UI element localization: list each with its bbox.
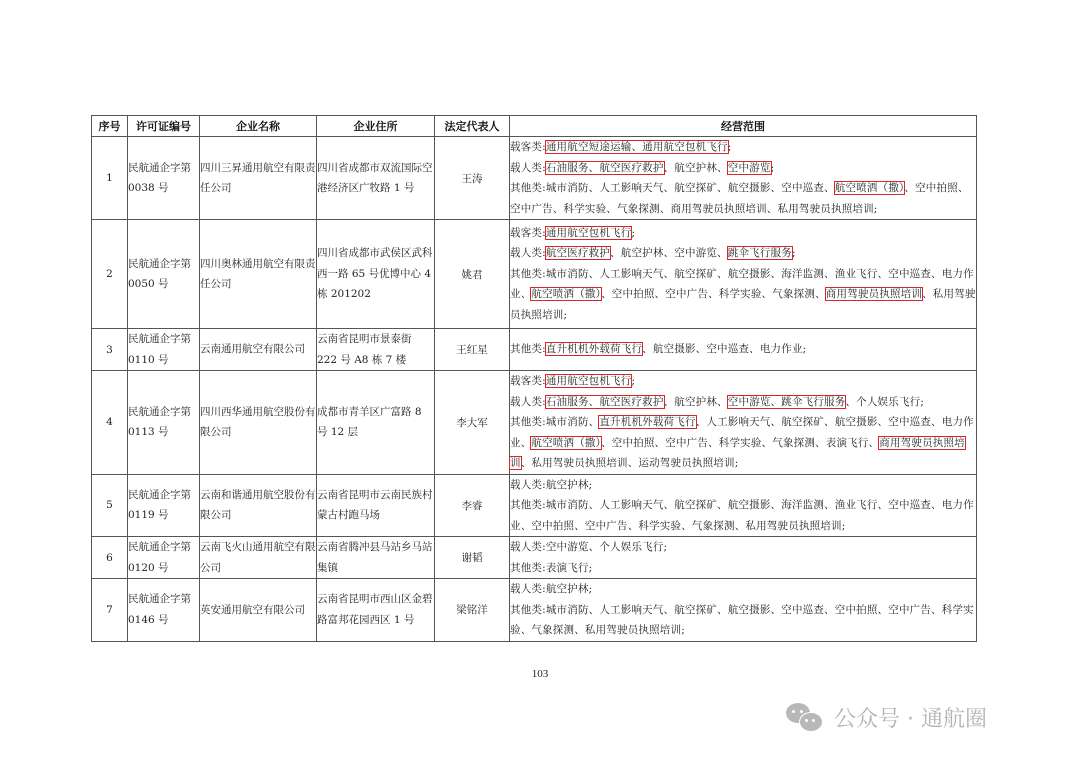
scope-item: 航空护林; <box>545 583 593 595</box>
row-no: 7 <box>92 579 128 642</box>
scope-item: 、航空护林、空中游览、 <box>610 247 728 260</box>
scope-item: 、空中拍照、空中广告、科学实验、气象探测、 <box>601 288 826 301</box>
scope-category-label: 其他类: <box>510 561 546 574</box>
legal-representative: 李大军 <box>435 371 510 475</box>
table-row <box>92 579 977 642</box>
business-scope <box>510 137 977 220</box>
scope-category <box>510 178 976 219</box>
scope-item: 城市消防、人工影响天气、航空探矿、航空摄影、海洋监测、渔业飞行、空中巡查、电力作业、空中拍照、空中广告、科学实验、气象探测、私用驾驶员执照培训; <box>510 499 974 532</box>
wechat-icon <box>786 703 826 733</box>
table-row <box>92 137 977 220</box>
scope-category-label: 其他类: <box>510 416 546 428</box>
license-table <box>91 115 977 642</box>
scope-category-label: 其他类: <box>510 499 546 511</box>
header-representative: 法定代表人 <box>435 116 510 137</box>
license-number: 民航通企字第 0113 号 <box>128 371 200 475</box>
scope-category-label: 载客类: <box>510 375 546 387</box>
company-address: 云南省昆明市西山区金碧路富邦花园西区 1 号 <box>317 579 435 642</box>
scope-item: 、航空护林、 <box>663 395 728 408</box>
header-no: 序号 <box>92 116 128 137</box>
highlighted-scope-item: 通用航空包机飞行 <box>545 226 632 239</box>
table-row <box>92 220 977 329</box>
scope-category-label: 其他类: <box>510 343 546 356</box>
scope-item: 城市消防、人工影响天气、航空探矿、航空摄影、空中巡查、空中拍照、空中广告、科学实验、气象探测、私用驾驶员执照培训; <box>510 603 974 636</box>
company-name: 英安通用航空有限公司 <box>200 579 317 642</box>
business-scope <box>510 220 977 329</box>
company-name: 云南通用航空有限公司 <box>200 329 317 371</box>
scope-item: 、人工影响天气、航空探矿、航空摄影、空中巡查、电力作业、 <box>510 416 974 449</box>
highlighted-scope-item: 商用驾驶员执照培训 <box>510 436 965 469</box>
table-row <box>92 537 977 579</box>
header-scope: 经营范围 <box>510 116 977 137</box>
scope-category <box>510 537 976 558</box>
header-company: 企业名称 <box>200 116 317 137</box>
scope-item: 城市消防、人工影响天气、航空探矿、航空摄影、空中巡查、 <box>545 182 835 194</box>
page-number: 103 <box>531 668 549 680</box>
company-name: 四川西华通用航空股份有限公司 <box>200 371 317 475</box>
scope-category <box>510 392 976 413</box>
header-address: 企业住所 <box>317 116 435 137</box>
legal-representative: 姚君 <box>435 220 510 329</box>
company-address: 成都市青羊区广富路 8 号 12 层 <box>317 371 435 475</box>
highlighted-scope-item: 直升机机外载荷飞行 <box>599 416 696 428</box>
company-name: 四川三昇通用航空有限责任公司 <box>200 137 317 220</box>
legal-representative: 谢韬 <box>435 537 510 579</box>
scope-item: ; <box>631 375 636 387</box>
scope-item: 、私用驾驶员执照培训、运动驾驶员执照培训; <box>520 457 739 469</box>
scope-item: 表演飞行; <box>545 561 593 574</box>
company-address: 云南省昆明市云南民族村蒙古村跑马场 <box>317 474 435 537</box>
table-row <box>92 474 977 537</box>
highlighted-scope-item: 航空喷洒（撒） <box>531 288 602 301</box>
scope-category-label: 载人类: <box>510 583 546 595</box>
table-header-row <box>92 116 977 137</box>
scope-category-label: 载人类: <box>510 395 546 408</box>
scope-category <box>510 558 976 579</box>
scope-item: 、航空护林、 <box>663 161 728 174</box>
legal-representative: 梁铭洋 <box>435 579 510 642</box>
row-no: 5 <box>92 474 128 537</box>
license-number: 民航通企字第 0110 号 <box>128 329 200 371</box>
scope-category <box>510 158 976 179</box>
row-no: 2 <box>92 220 128 329</box>
business-scope <box>510 371 977 475</box>
license-number: 民航通企字第 0050 号 <box>128 220 200 329</box>
scope-item: ; <box>631 226 636 239</box>
highlighted-scope-item: 通用航空短途运输、通用航空包机飞行 <box>545 141 728 153</box>
header-license: 许可证编号 <box>128 116 200 137</box>
highlighted-scope-item: 航空喷洒（撒） <box>834 182 905 194</box>
scope-category <box>510 137 976 158</box>
company-address: 云南省腾冲县马站乡马站集镇 <box>317 537 435 579</box>
license-number: 民航通企字第 0038 号 <box>128 137 200 220</box>
highlighted-scope-item: 石油服务、航空医疗救护 <box>545 395 664 408</box>
business-scope <box>510 537 977 579</box>
scope-category-label: 载人类: <box>510 541 546 553</box>
highlighted-scope-item: 空中游览 <box>727 161 771 174</box>
scope-category <box>510 600 976 641</box>
scope-category-label: 载人类: <box>510 247 546 260</box>
scope-category <box>510 495 976 536</box>
business-scope <box>510 474 977 537</box>
scope-category-label: 其他类: <box>510 603 546 616</box>
scope-category-label: 载客类: <box>510 141 546 153</box>
scope-category <box>510 339 976 360</box>
scope-item: ; <box>727 141 732 153</box>
row-no: 6 <box>92 537 128 579</box>
highlighted-scope-item: 石油服务、航空医疗救护 <box>545 161 664 174</box>
highlighted-scope-item: 空中游览、跳伞飞行服务 <box>727 395 846 408</box>
license-number: 民航通企字第 0146 号 <box>128 579 200 642</box>
scope-item: 城市消防、 <box>545 416 600 428</box>
row-no: 1 <box>92 137 128 220</box>
scope-item: 空中游览、个人娱乐飞行; <box>545 541 668 553</box>
table-row <box>92 371 977 475</box>
legal-representative: 王红星 <box>435 329 510 371</box>
scope-category <box>510 412 976 474</box>
company-address: 四川省成都市双流国际空港经济区广牧路 1 号 <box>317 137 435 220</box>
scope-category-label: 载人类: <box>510 478 546 491</box>
scope-item: 城市消防、人工影响天气、航空探矿、航空摄影、海洋监测、渔业飞行、空中巡查、电力作业、 <box>510 267 974 301</box>
legal-representative: 李睿 <box>435 474 510 537</box>
watermark-text: 公众号 · 通航圈 <box>834 707 987 732</box>
highlighted-scope-item: 直升机机外载荷飞行 <box>545 343 643 356</box>
scope-category-label: 载客类: <box>510 226 546 239</box>
scope-category <box>510 371 976 392</box>
scope-category <box>510 243 976 264</box>
highlighted-scope-item: 航空喷洒（撒） <box>531 436 602 449</box>
scope-category <box>510 264 976 326</box>
table-body <box>92 137 977 642</box>
company-name: 云南和谐通用航空股份有限公司 <box>200 474 317 537</box>
scope-category <box>510 223 976 244</box>
license-number: 民航通企字第 0119 号 <box>128 474 200 537</box>
scope-item: 、空中拍照、空中广告、科学实验、气象探测、商用驾驶员执照培训、私用驾驶员执照培训; <box>510 182 969 215</box>
scope-category-label: 其他类: <box>510 267 546 280</box>
company-name: 云南飞火山通用航空有限公司 <box>200 537 317 579</box>
scope-item: 、航空摄影、空中巡查、电力作业; <box>642 343 807 356</box>
scope-item: 航空护林; <box>545 478 593 491</box>
company-address: 四川省成都市武侯区武科西一路 65 号优博中心 4 栋 201202 <box>317 220 435 329</box>
table-row <box>92 329 977 371</box>
scope-category-label: 其他类: <box>510 182 546 194</box>
license-number: 民航通企字第 0120 号 <box>128 537 200 579</box>
scope-item: 、私用驾驶员执照培训; <box>510 288 976 321</box>
row-no: 3 <box>92 329 128 371</box>
business-scope <box>510 329 977 371</box>
highlighted-scope-item: 跳伞飞行服务 <box>727 247 792 260</box>
highlighted-scope-item: 航空医疗救护 <box>545 247 611 260</box>
scope-category-label: 载人类: <box>510 161 546 174</box>
watermark <box>786 702 987 733</box>
company-address: 云南省昆明市景泰街 222 号 A8 栋 7 楼 <box>317 329 435 371</box>
scope-category <box>510 579 976 600</box>
company-name: 四川奥林通用航空有限责任公司 <box>200 220 317 329</box>
scope-item: ; <box>791 247 796 260</box>
highlighted-scope-item: 通用航空包机飞行 <box>545 375 632 387</box>
legal-representative: 王涛 <box>435 137 510 220</box>
scope-category <box>510 475 976 496</box>
business-scope <box>510 579 977 642</box>
row-no: 4 <box>92 371 128 475</box>
scope-item: 、个人娱乐飞行; <box>845 395 925 408</box>
scope-item: 、空中拍照、空中广告、科学实验、气象探测、表演飞行、 <box>601 436 880 449</box>
scope-item: ; <box>770 161 775 174</box>
highlighted-scope-item: 商用驾驶员执照培训 <box>825 288 923 301</box>
